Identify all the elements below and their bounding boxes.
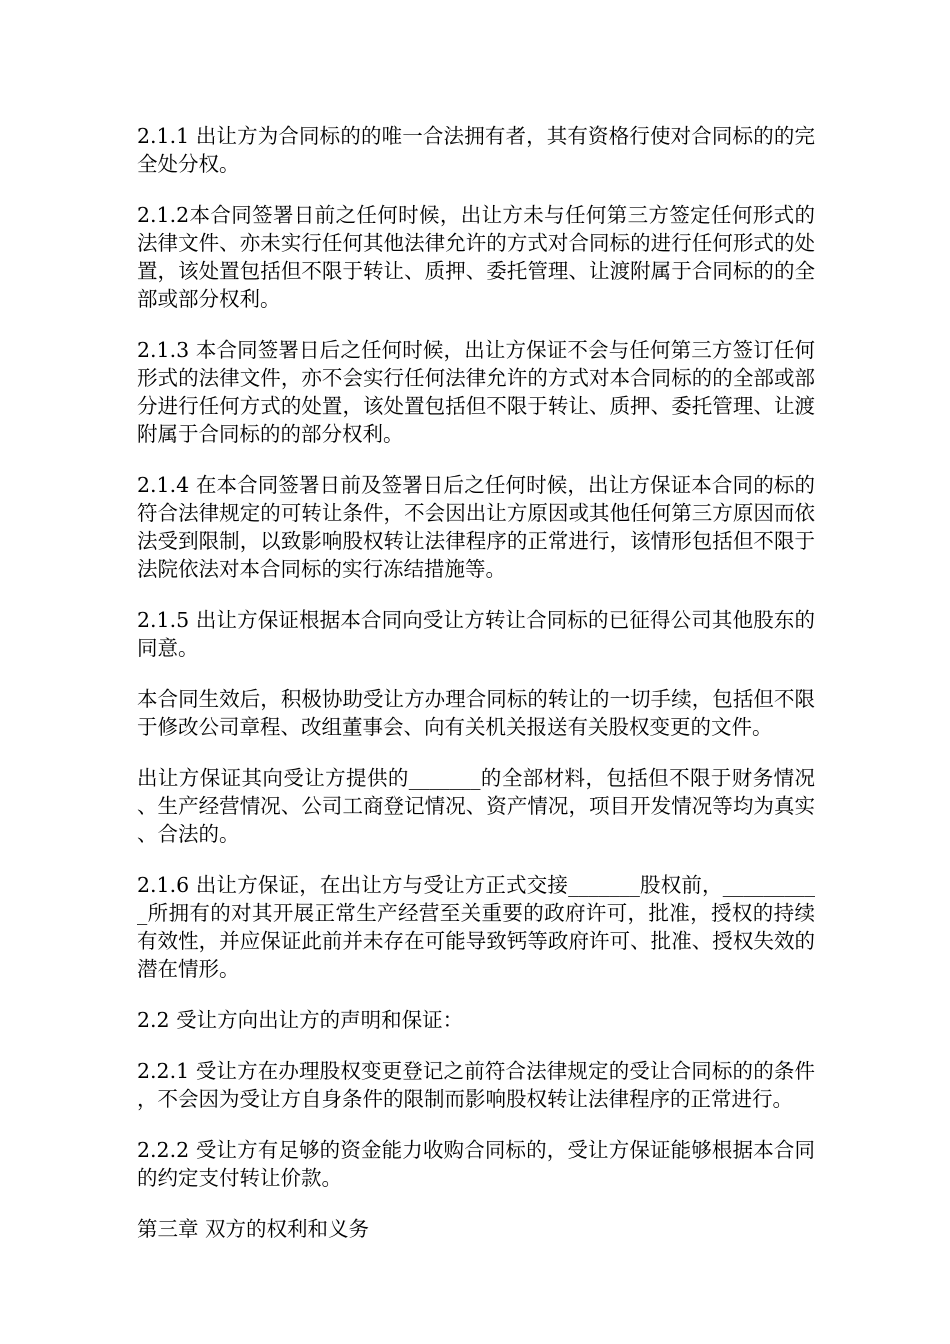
document-body bbox=[137, 122, 815, 1266]
clause-2-1-1: 2.1.1 出让方为合同标的的唯一合法拥有者，其有资格行使对合同标的的完全处分权。 bbox=[137, 124, 815, 176]
section-2-2-heading: 2.2 受让方向出让方的声明和保证： bbox=[137, 1008, 464, 1032]
paragraph-assist-transfer: 本合同生效后，积极协助受让方办理合同标的转让的一切手续，包括但不限于修改公司章程、改组董事会、向有关机关报送有关股权变更的文件。 bbox=[137, 687, 815, 739]
clause-2-2-2: 2.2.2 受让方有足够的资金能力收购合同标的，受让方保证能够根据本合同的约定支付转让价款。 bbox=[137, 1138, 815, 1190]
clause-2-1-4: 2.1.4 在本合同签署日前及签署日后之任何时候，出让方保证本合同的标的符合法律规定的可转让条件，不会因出让方原因或其他任何第三方原因而依法受到限制，以致影响股权转让法律程序的正常进行，该情形包括但不限于法院依法对本合同标的实行冻结措施等。 bbox=[137, 473, 815, 581]
clause-2-1-5: 2.1.5 出让方保证根据本合同向受让方转让合同标的已征得公司其他股东的同意。 bbox=[137, 608, 815, 660]
chapter-3-heading: 第三章 双方的权利和义务 bbox=[137, 1217, 370, 1241]
clause-2-1-6: 2.1.6 出让方保证，在出让方与受让方正式交接_______股权前，__________所拥有的对其开展正常生产经营至关重要的政府许可，批准，授权的持续有效性，并应保证此前并未存在可能导致钙等政府许可、批准、授权失效的潜在情形。 bbox=[137, 873, 815, 981]
paragraph-materials-guarantee: 出让方保证其向受让方提供的_______的全部材料，包括但不限于财务情况、生产经营情况、公司工商登记情况、资产情况，项目开发情况等均为真实、合法的。 bbox=[137, 766, 815, 846]
clause-2-1-2: 2.1.2本合同签署日前之任何时候，出让方未与任何第三方签定任何形式的法律文件、亦未实行任何其他法律允许的方式对合同标的进行任何形式的处置，该处置包括但不限于转让、质押、委托管理、让渡附属于合同标的的全部或部分权利。 bbox=[137, 203, 815, 311]
clause-2-1-3: 2.1.3 本合同签署日后之任何时候，出让方保证不会与任何第三方签订任何形式的法律文件，亦不会实行任何法律允许的方式对本合同标的的全部或部分进行任何方式的处置，该处置包括但不限于转让、质押、委托管理、让渡附属于合同标的的部分权利。 bbox=[137, 338, 815, 446]
clause-2-2-1: 2.2.1 受让方在办理股权变更登记之前符合法律规定的受让合同标的的条件，不会因为受让方自身条件的限制而影响股权转让法律程序的正常进行。 bbox=[137, 1059, 815, 1111]
